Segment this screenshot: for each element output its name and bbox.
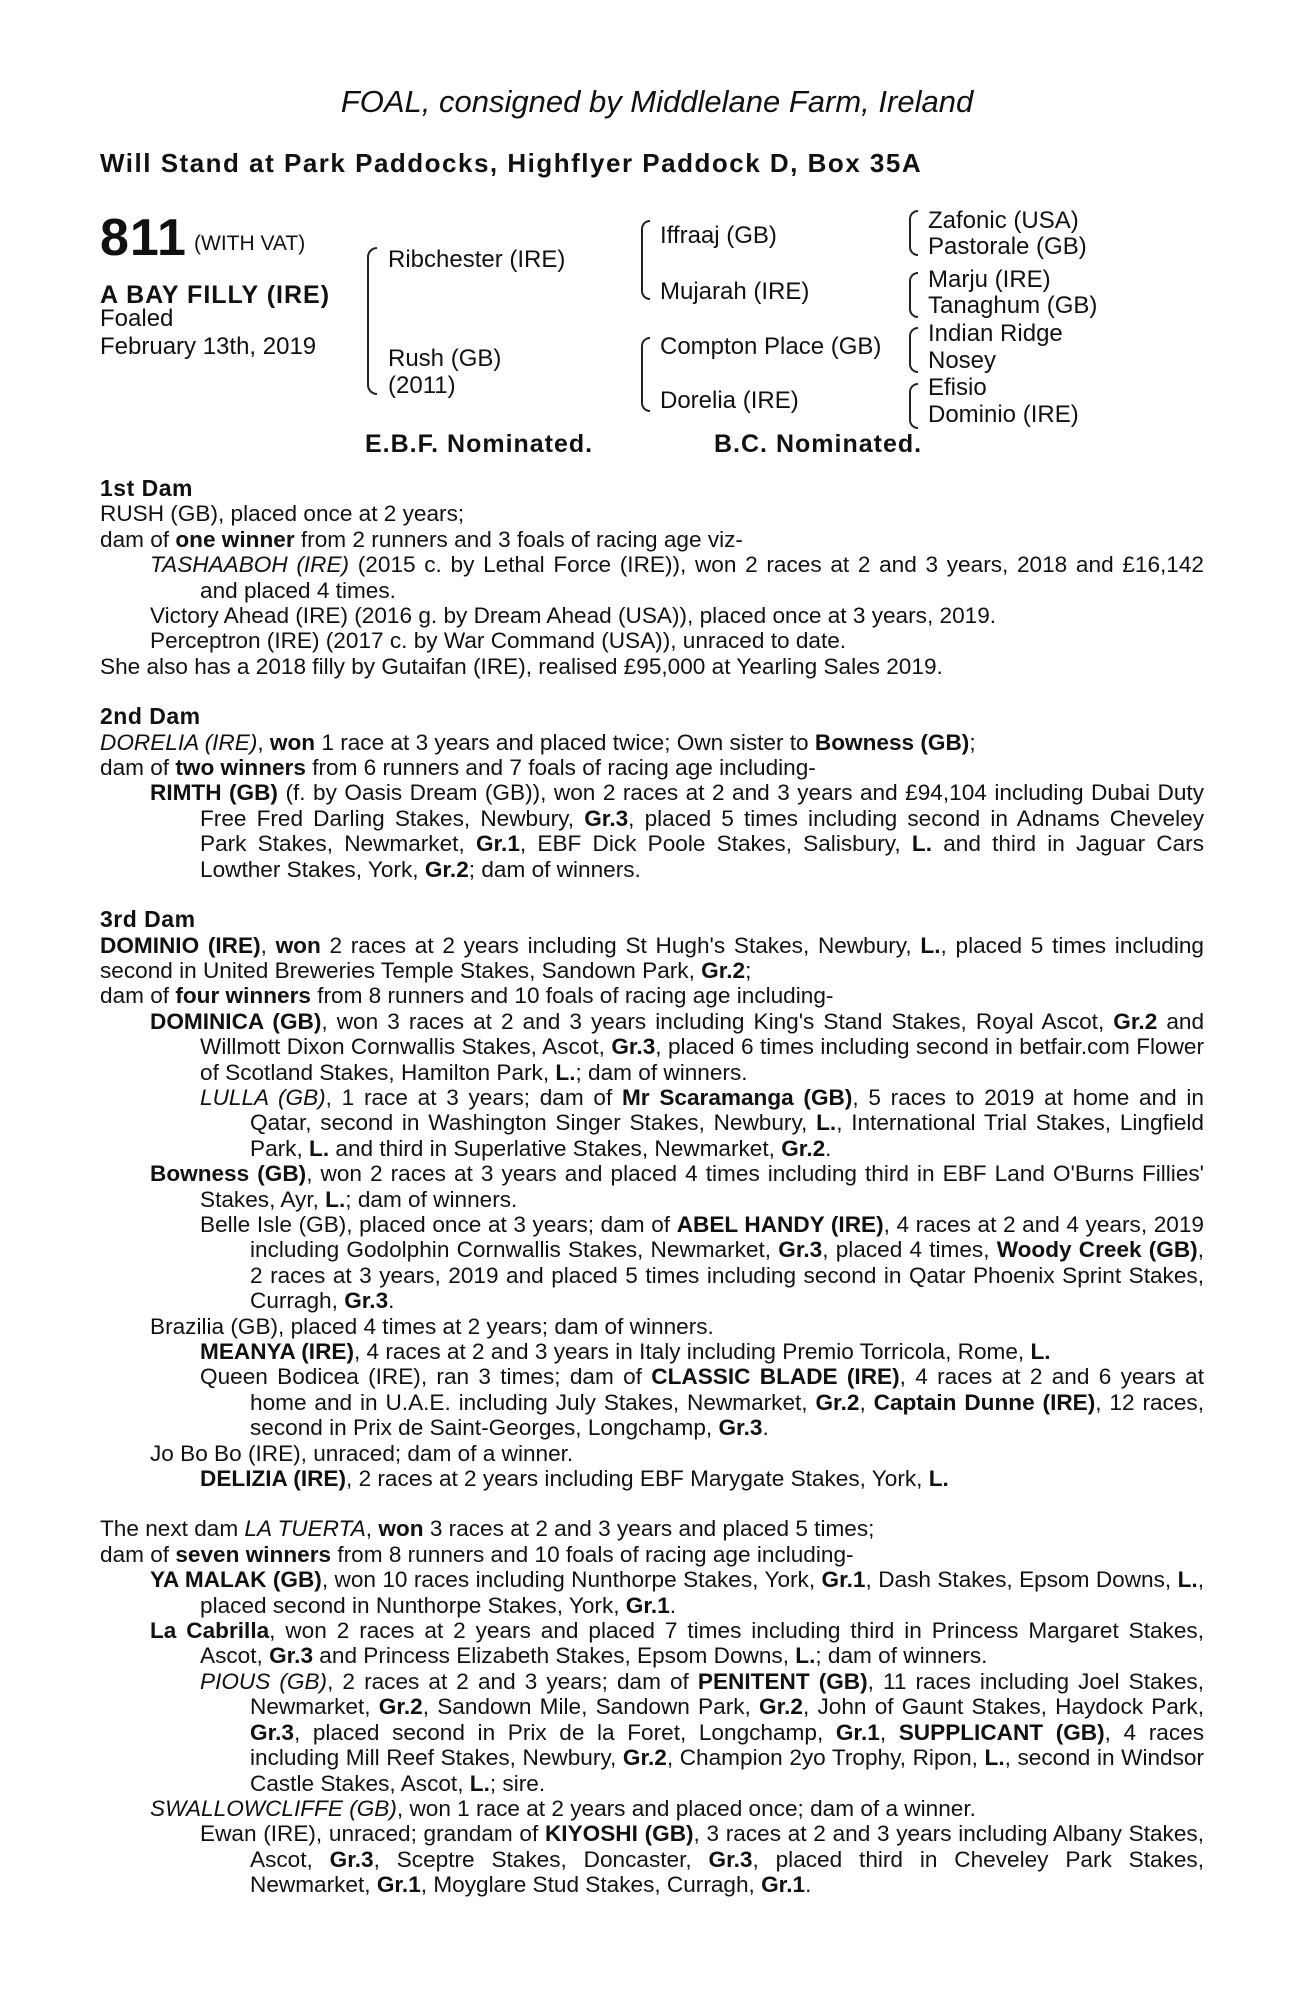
sire-parents-brace-top xyxy=(641,220,650,264)
produce-entry: Victory Ahead (IRE) (2016 g. by Dream Ahead (USA)), placed once at 3 years, 2019. xyxy=(150,603,997,629)
pedigree-sire: Ribchester (IRE) xyxy=(388,246,566,273)
pedigree-dam: Rush (GB) xyxy=(388,345,502,372)
sire-parents-brace-bottom xyxy=(641,262,650,300)
brace-1b xyxy=(909,232,918,256)
produce-entry: Brazilia (GB), placed 4 times at 2 years; dam of winners. xyxy=(150,1313,714,1339)
pedigree-dam-sire: Compton Place (GB) xyxy=(660,333,882,360)
brace-2b xyxy=(909,294,918,318)
second-dam-heading: 2nd Dam xyxy=(100,703,201,730)
third-dam-heading: 3rd Dam xyxy=(100,906,196,933)
second-dam-line: DORELIA (IRE), won 1 race at 3 years and placed twice; Own sister to Bowness (GB); xyxy=(100,729,976,755)
catalogue-text xyxy=(100,476,1204,1898)
dam-brace xyxy=(367,315,377,395)
produce-entry: Ewan (IRE), unraced; grandam of KIYOSHI (GB), 3 races at 2 and 3 years including Albany Stakes, Ascot, Gr.3, Sceptre Stakes, Doncaster, Gr.3, placed third in Cheveley Park Stakes, Newmarket, Gr.1, Moyglare Stud Stakes, Curragh, Gr.1. xyxy=(200,1821,1204,1898)
produce-entry: YA MALAK (GB), won 10 races including Nunthorpe Stakes, York, Gr.1, Dash Stakes, Epsom Downs, L., placed second in Nunthorpe Stakes, York, Gr.1. xyxy=(150,1567,1204,1618)
third-dam-line: DOMINIO (IRE), won 2 races at 2 years including St Hugh's Stakes, Newbury, L., placed 5 times including second in United Breweries Temple Stakes, Sandown Park, Gr.2; xyxy=(100,932,1204,983)
produce-entry: TASHAABOH (IRE) (2015 c. by Lethal Force (IRE)), won 2 races at 2 and 3 years, 2018 and £16,142 and placed 4 times. xyxy=(150,552,1204,603)
produce-entry: LULLA (GB), 1 race at 3 years; dam of Mr Scaramanga (GB), 5 races to 2019 at home and in Qatar, second in Washington Singer Stakes, Newbury, L., International Trial Stakes, Lingfield Park, L. and third in Superlative Stakes, Newmarket, Gr.2. xyxy=(200,1084,1204,1161)
pedigree-sds: Marju (IRE) xyxy=(928,266,1051,293)
pedigree-sss: Zafonic (USA) xyxy=(928,207,1079,234)
produce-entry: MEANYA (IRE), 4 races at 2 and 3 years in Italy including Premio Torricola, Rome, L. xyxy=(200,1339,1051,1364)
first-dam-heading: 1st Dam xyxy=(100,475,193,501)
bc-nominated: B.C. Nominated. xyxy=(714,430,923,458)
produce-entry: DELIZIA (IRE), 2 races at 2 years including EBF Marygate Stakes, York, L. xyxy=(200,1466,949,1492)
produce-entry: Perceptron (IRE) (2017 c. by War Command (USA)), unraced to date. xyxy=(150,628,847,654)
brace-1a xyxy=(909,210,918,234)
pedigree-dam-year: (2011) xyxy=(388,372,456,399)
produce-entry: Belle Isle (GB), placed once at 3 years; dam of ABEL HANDY (IRE), 4 races at 2 and 4 years, 2019 including Godolphin Cornwallis Stakes, Newmarket, Gr.3, placed 4 times, Woody Creek (GB), 2 races at 3 years, 2019 and placed 5 times including second in Qatar Phoenix Sprint Stakes, Curragh, Gr.3. xyxy=(200,1211,1204,1314)
stand-location: Will Stand at Park Paddocks, Highflyer Paddock D, Box 35A xyxy=(100,148,923,178)
vat-note: (WITH VAT) xyxy=(194,232,306,255)
brace-2a xyxy=(909,272,918,296)
pedigree-sire-sire: Iffraaj (GB) xyxy=(660,222,777,249)
pedigree-dsd: Nosey xyxy=(928,347,997,374)
produce-entry: DOMINICA (GB), won 3 races at 2 and 3 years including King's Stand Stakes, Royal Ascot, Gr.2 and Willmott Dixon Cornwallis Stakes, Ascot, Gr.3, placed 6 times including second in betfair.com Flower of Scotland Stakes, Hamilton Park, L.; dam of winners. xyxy=(150,1008,1205,1085)
produce-entry: Queen Bodicea (IRE), ran 3 times; dam of CLASSIC BLADE (IRE), 4 races at 2 and 6 years at home and in U.A.E. including July Stakes, Newmarket, Gr.2, Captain Dunne (IRE), 12 races, second in Prix de Saint-Georges, Longchamp, Gr.3. xyxy=(200,1364,1205,1441)
lot-number: 811 xyxy=(100,209,187,267)
produce-entry: RIMTH (GB) (f. by Oasis Dream (GB)), won 2 races at 2 and 3 years and £94,104 including Dubai Duty Free Fred Darling Stakes, Newbury, Gr.3, placed 5 times including second in Adnams Cheveley Park Stakes, Newmarket, Gr.1, EBF Dick Poole Stakes, Salisbury, L. and third in Jaguar Cars Lowther Stakes, York, Gr.2; dam of winners. xyxy=(150,780,1205,882)
produce-entry: La Cabrilla, won 2 races at 2 years and placed 7 times including third in Princess Margaret Stakes, Ascot, Gr.3 and Princess Elizabeth Stakes, Epsom Downs, L.; dam of winners. xyxy=(150,1618,1204,1669)
produce-entry: Jo Bo Bo (IRE), unraced; dam of a winner. xyxy=(150,1440,574,1466)
brace-3a xyxy=(909,327,918,351)
pedigree-sdd: Tanaghum (GB) xyxy=(928,292,1098,319)
brace-3b xyxy=(909,349,918,373)
produce-entry: PIOUS (GB), 2 races at 2 and 3 years; dam of PENITENT (GB), 11 races including Joel Stakes, Newmarket, Gr.2, Sandown Mile, Sandown Park, Gr.2, John of Gaunt Stakes, Haydock Park, Gr.3, placed second in Prix de la Foret, Longchamp, Gr.1, SUPPLICANT (GB), 4 races including Mill Reef Stakes, Newbury, Gr.2, Champion 2yo Trophy, Ripon, L., second in Windsor Castle Stakes, Ascot, L.; sire. xyxy=(200,1668,1205,1796)
produce-note: She also has a 2018 filly by Gutaifan (IRE), realised £95,000 at Yearling Sales 2019. xyxy=(100,653,943,679)
foaled-label: Foaled xyxy=(100,305,174,332)
foaled-date: February 13th, 2019 xyxy=(100,333,317,360)
pedigree-dds: Efisio xyxy=(928,374,987,401)
pedigree-dam-dam: Dorelia (IRE) xyxy=(660,387,799,414)
horse-name: A BAY FILLY (IRE) xyxy=(100,281,331,309)
brace-4b xyxy=(909,405,918,429)
ebf-nominated: E.B.F. Nominated. xyxy=(365,430,594,458)
first-dam-produce: dam of one winner from 2 runners and 3 foals of racing age viz- xyxy=(100,526,743,552)
consignor-line: FOAL, consigned by Middlelane Farm, Ireland xyxy=(340,84,974,119)
pedigree-ddd: Dominio (IRE) xyxy=(928,401,1079,428)
dam-parents-brace-top xyxy=(641,337,650,377)
dam-parents-brace-bottom xyxy=(641,375,650,412)
next-dam-line: The next dam LA TUERTA, won 3 races at 2 and 3 years and placed 5 times; xyxy=(100,1516,875,1542)
second-dam-produce: dam of two winners from 6 runners and 7 foals of racing age including- xyxy=(100,755,816,781)
brace-4a xyxy=(909,383,918,407)
produce-entry: SWALLOWCLIFFE (GB), won 1 race at 2 years and placed once; dam of a winner. xyxy=(150,1795,976,1821)
pedigree-sire-dam: Mujarah (IRE) xyxy=(660,278,810,305)
next-dam-produce: dam of seven winners from 8 runners and 10 foals of racing age including- xyxy=(100,1541,854,1567)
sire-brace xyxy=(367,247,377,317)
pedigree-dss: Indian Ridge xyxy=(928,320,1063,347)
third-dam-produce: dam of four winners from 8 runners and 10 foals of racing age including- xyxy=(100,983,834,1009)
produce-entry: Bowness (GB), won 2 races at 3 years and placed 4 times including third in EBF Land O'Burns Fillies' Stakes, Ayr, L.; dam of winners. xyxy=(150,1161,1205,1212)
first-dam-line: RUSH (GB), placed once at 2 years; xyxy=(100,501,465,527)
pedigree-ssd: Pastorale (GB) xyxy=(928,233,1087,260)
